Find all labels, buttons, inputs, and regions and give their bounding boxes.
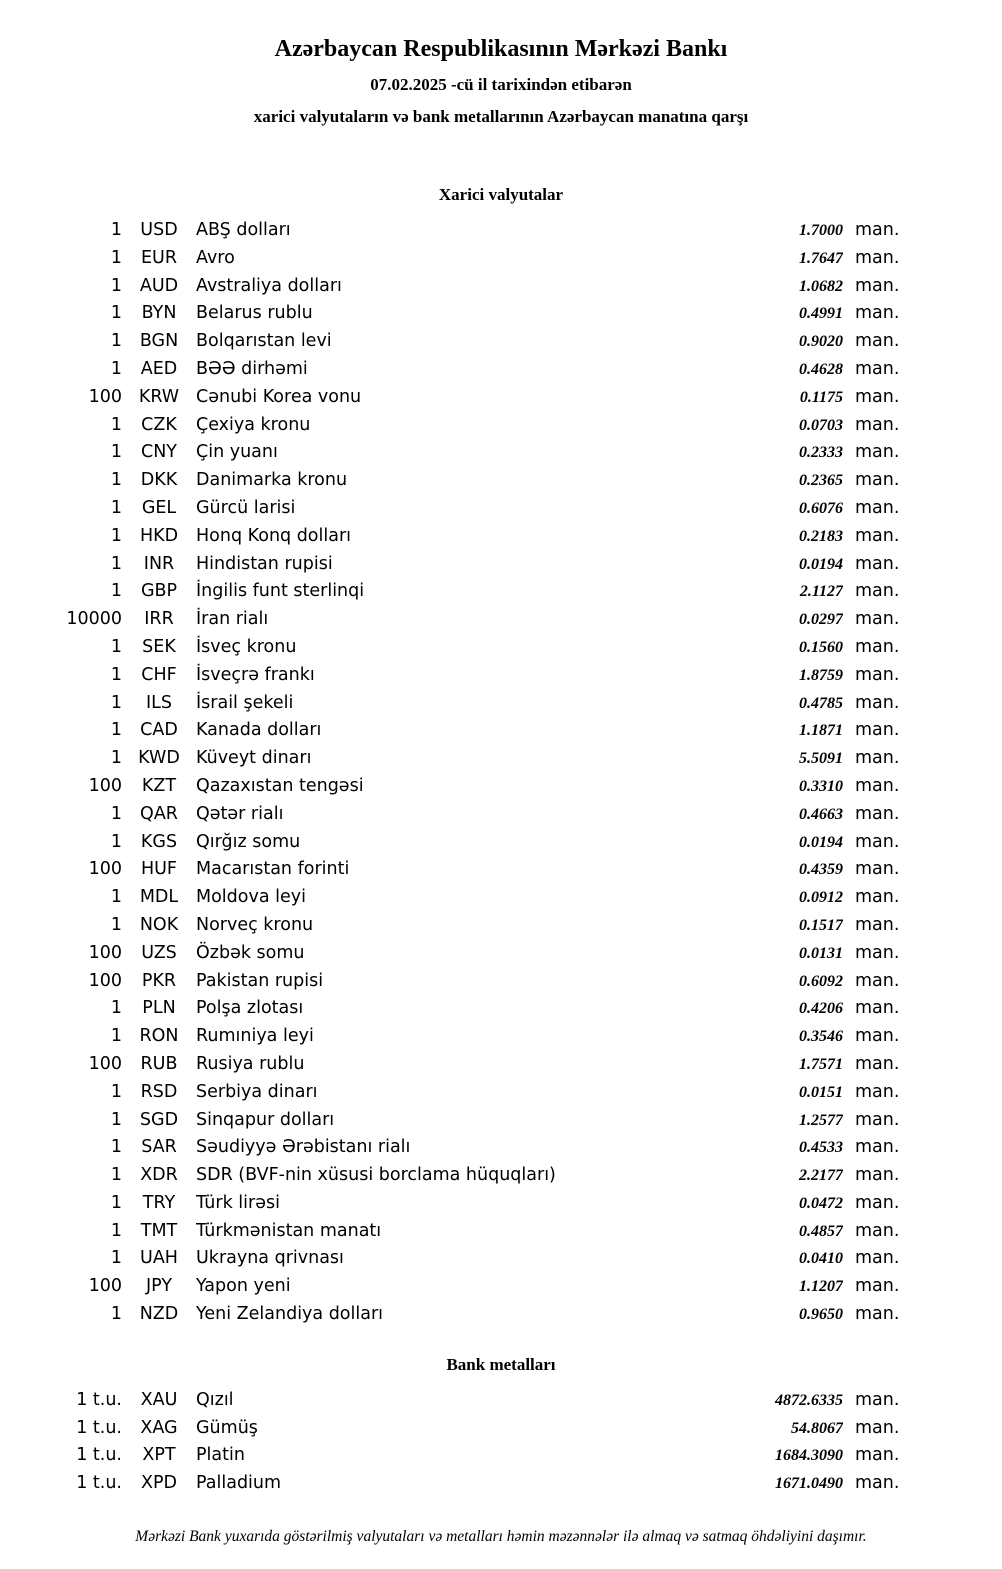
row-quantity: 1 — [110, 831, 122, 852]
rate-unit: man. — [855, 664, 900, 685]
rate-unit: man. — [855, 414, 900, 435]
row-quantity: 1 — [110, 442, 122, 463]
row-quantity: 1 — [110, 525, 122, 546]
currency-code: SAR — [141, 1137, 177, 1158]
currency-name: Cənubi Korea vonu — [196, 386, 362, 407]
rate-row-krw — [0, 384, 905, 412]
currency-name: Türkmənistan manatı — [196, 1220, 382, 1241]
rate-row-rub — [0, 1051, 905, 1079]
row-quantity: 100 — [88, 942, 122, 963]
currency-code: UAH — [140, 1248, 178, 1269]
rate-row-kzt — [0, 773, 905, 801]
rate-row-ron — [0, 1023, 905, 1051]
rate-unit: man. — [855, 636, 900, 657]
rate-row-mdl — [0, 884, 905, 912]
rate-unit: man. — [855, 1445, 900, 1466]
rate-unit: man. — [855, 247, 900, 268]
rate-row-huf — [0, 856, 905, 884]
currency-code: GBP — [140, 581, 178, 602]
rate-row-kwd — [0, 745, 905, 773]
row-quantity: 1 — [110, 220, 122, 240]
currency-name: Qırğız somu — [196, 831, 301, 852]
currency-code: XAG — [140, 1417, 178, 1438]
rate-row-sar — [0, 1134, 905, 1162]
rate-value: 2.1127 — [799, 583, 843, 601]
rate-value: 0.3546 — [799, 1028, 843, 1046]
rate-row-pln — [0, 995, 905, 1023]
rate-unit: man. — [855, 748, 900, 769]
rate-row-rsd — [0, 1079, 905, 1107]
rate-row-xdr — [0, 1162, 905, 1190]
rate-value: 0.1517 — [799, 916, 843, 934]
currency-name: Çexiya kronu — [196, 414, 311, 435]
rate-value: 1671.0490 — [775, 1475, 843, 1493]
rate-unit: man. — [855, 497, 900, 518]
currency-code: TMT — [140, 1220, 178, 1241]
rate-unit: man. — [855, 553, 900, 574]
rate-value: 0.0194 — [799, 833, 843, 851]
rate-row-dkk — [0, 467, 905, 495]
currency-name: Serbiya dinarı — [196, 1081, 318, 1102]
rate-value: 0.3310 — [799, 777, 843, 795]
rate-row-aud — [0, 273, 905, 301]
currency-code: XAU — [140, 1389, 178, 1410]
row-quantity: 10000 — [66, 609, 122, 630]
rate-unit: man. — [855, 803, 900, 824]
rate-unit: man. — [855, 220, 900, 240]
currency-code: AED — [140, 358, 178, 379]
currency-name: Özbək somu — [196, 942, 305, 963]
currency-name: İsrail şekeli — [196, 692, 294, 713]
row-quantity: 1 — [110, 1081, 122, 1102]
currency-code: NZD — [139, 1304, 179, 1325]
rate-row-czk — [0, 412, 905, 440]
rate-unit: man. — [855, 775, 900, 796]
rate-value: 0.0131 — [799, 944, 843, 962]
rate-unit: man. — [855, 1248, 900, 1269]
currency-code: HKD — [139, 525, 179, 546]
rate-value: 0.2365 — [799, 472, 843, 490]
currency-code: INR — [143, 553, 175, 574]
rate-value: 0.0472 — [799, 1194, 843, 1212]
currency-code: SGD — [139, 1109, 179, 1130]
row-quantity: 1 — [110, 497, 122, 518]
currency-name: Qazaxıstan tengəsi — [196, 775, 364, 796]
rate-value: 0.4359 — [799, 861, 843, 879]
currency-name: Türk lirəsi — [196, 1192, 280, 1213]
rate-value: 5.5091 — [799, 750, 843, 768]
row-quantity: 100 — [88, 386, 122, 407]
currency-name: Moldova leyi — [196, 887, 306, 908]
currency-code: RON — [139, 1026, 179, 1047]
rate-unit: man. — [855, 442, 900, 463]
rate-unit: man. — [855, 581, 900, 602]
currency-code: DKK — [140, 470, 178, 491]
rate-row-irr — [0, 606, 905, 634]
rate-value: 1.7000 — [799, 222, 843, 239]
row-quantity: 1 — [110, 1026, 122, 1047]
currencies-section — [0, 185, 1002, 1329]
currency-name: Avstraliya dolları — [196, 275, 342, 296]
rate-value: 0.1560 — [799, 638, 843, 656]
rate-row-qar — [0, 801, 905, 829]
row-quantity: 1 — [110, 914, 122, 935]
currency-name: İngilis funt sterlinqi — [196, 581, 365, 602]
currency-name: Ukrayna qrivnası — [196, 1248, 344, 1269]
rate-unit: man. — [855, 1304, 900, 1325]
row-quantity: 1 — [110, 414, 122, 435]
row-quantity: 1 — [110, 1304, 122, 1325]
row-quantity: 1 — [110, 636, 122, 657]
currency-name: Macarıstan forinti — [196, 859, 350, 880]
rate-value: 1.1871 — [799, 722, 843, 740]
row-quantity: 1 — [110, 1165, 122, 1186]
currency-code: USD — [140, 220, 178, 240]
rate-unit: man. — [855, 1192, 900, 1213]
rate-value: 1.1207 — [799, 1278, 843, 1296]
rate-unit: man. — [855, 1053, 900, 1074]
rate-row-uzs — [0, 940, 905, 968]
rate-unit: man. — [855, 720, 900, 741]
rate-unit: man. — [855, 1473, 900, 1494]
rate-row-nok — [0, 912, 905, 940]
header — [0, 36, 1002, 127]
currency-code: PKR — [141, 970, 177, 991]
rate-row-eur — [0, 245, 905, 273]
rate-row-sgd — [0, 1107, 905, 1135]
row-quantity: 100 — [88, 1276, 122, 1297]
currency-name: Hindistan rupisi — [196, 553, 333, 574]
rate-unit: man. — [855, 1389, 900, 1410]
currency-name: Küveyt dinarı — [196, 748, 312, 769]
rate-row-try — [0, 1190, 905, 1218]
rate-value: 0.2333 — [799, 444, 843, 462]
rate-value: 0.2183 — [799, 527, 843, 545]
currency-code: KGS — [140, 831, 178, 852]
rate-value: 0.1175 — [799, 388, 843, 406]
currency-name: Gümüş — [196, 1417, 258, 1438]
row-quantity: 1 — [110, 887, 122, 908]
rate-value: 1.2577 — [799, 1111, 843, 1129]
rate-unit: man. — [855, 970, 900, 991]
rate-row-gel — [0, 495, 905, 523]
row-quantity: 1 t.u. — [76, 1417, 122, 1438]
rate-row-xpd — [0, 1470, 905, 1498]
currency-code: HUF — [140, 859, 178, 880]
rate-value: 0.0912 — [799, 889, 843, 907]
rate-row-gbp — [0, 578, 905, 606]
rate-row-tmt — [0, 1218, 905, 1246]
currency-code: NOK — [139, 914, 179, 935]
rate-value: 0.0194 — [799, 555, 843, 573]
currency-code: SEK — [142, 636, 176, 657]
currency-code: BYN — [141, 303, 177, 324]
row-quantity: 1 — [110, 581, 122, 602]
rate-unit: man. — [855, 525, 900, 546]
currency-code: XDR — [140, 1165, 178, 1186]
rate-row-kgs — [0, 829, 905, 857]
currency-code: ILS — [145, 692, 173, 713]
rate-row-jpy — [0, 1273, 905, 1301]
row-quantity: 1 — [110, 692, 122, 713]
currency-code: MDL — [139, 887, 179, 908]
currency-code: QAR — [140, 803, 178, 824]
currency-name: Qətər rialı — [196, 803, 284, 824]
rate-unit: man. — [855, 914, 900, 935]
rate-value: 1.7571 — [799, 1055, 843, 1073]
currency-code: XPT — [142, 1445, 176, 1466]
currency-code: GEL — [141, 497, 177, 518]
rate-unit: man. — [855, 859, 900, 880]
currency-name: Avro — [196, 247, 235, 268]
row-quantity: 1 — [110, 998, 122, 1019]
rate-unit: man. — [855, 331, 900, 352]
row-quantity: 100 — [88, 859, 122, 880]
rate-value: 0.4785 — [799, 694, 843, 712]
rate-value: 0.0297 — [799, 611, 843, 629]
currency-name: Kanada dolları — [196, 720, 322, 741]
currency-name: ABŞ dolları — [196, 220, 291, 240]
rate-value: 0.9020 — [799, 333, 843, 351]
row-quantity: 1 — [110, 553, 122, 574]
currency-code: BGN — [139, 331, 179, 352]
currency-name: SDR (BVF-nin xüsusi borclama hüquqları) — [196, 1165, 556, 1186]
rate-value: 0.6092 — [799, 972, 843, 990]
rate-unit: man. — [855, 1220, 900, 1241]
rate-value: 1.7647 — [799, 249, 843, 267]
row-quantity: 1 t.u. — [76, 1445, 122, 1466]
row-quantity: 100 — [88, 970, 122, 991]
footer — [0, 1528, 1002, 1546]
row-quantity: 1 — [110, 1137, 122, 1158]
rate-row-hkd — [0, 523, 905, 551]
currency-name: Honq Konq dolları — [196, 525, 352, 546]
row-quantity: 1 — [110, 1248, 122, 1269]
currency-name: Yeni Zelandiya dolları — [196, 1304, 384, 1325]
currency-code: KRW — [138, 386, 180, 407]
rate-row-aed — [0, 356, 905, 384]
currency-code: CNY — [141, 442, 177, 463]
currency-name: Rumıniya leyi — [196, 1026, 314, 1047]
currency-name: Danimarka kronu — [196, 470, 348, 491]
rate-row-sek — [0, 634, 905, 662]
currency-code: CAD — [140, 720, 178, 741]
header-description: xarici valyutaların və bank metallarının Azərbaycan manatına qarşı — [253, 107, 749, 126]
currency-name: BƏƏ dirhəmi — [196, 358, 308, 379]
currency-name: Qızıl — [196, 1389, 234, 1410]
currency-name: Pakistan rupisi — [196, 970, 324, 991]
rate-row-byn — [0, 300, 905, 328]
rate-value: 0.4206 — [799, 1000, 843, 1018]
currency-code: EUR — [140, 247, 178, 268]
rate-value: 0.4991 — [799, 305, 843, 323]
rate-unit: man. — [855, 998, 900, 1019]
currency-name: Sinqapur dolları — [196, 1109, 335, 1130]
row-quantity: 1 — [110, 247, 122, 268]
rate-row-usd — [0, 217, 905, 245]
rate-row-xpt — [0, 1442, 905, 1470]
currency-name: Səudiyyə Ərəbistanı rialı — [196, 1137, 411, 1158]
disclaimer-text: Mərkəzi Bank yuxarıda göstərilmiş valyutaları və metalları həmin məzənnələr ilə almaq və satmaq öhdəliyini daşımır. — [135, 1528, 867, 1546]
rate-value: 1.8759 — [799, 666, 843, 684]
currencies-table — [0, 217, 1002, 1329]
rate-value: 0.9650 — [799, 1306, 843, 1324]
rate-unit: man. — [855, 1165, 900, 1186]
row-quantity: 1 — [110, 303, 122, 324]
currency-name: Belarus rublu — [196, 303, 313, 324]
rate-value: 4872.6335 — [775, 1391, 843, 1409]
rate-value: 0.0410 — [799, 1250, 843, 1268]
currency-name: Gürcü larisi — [196, 497, 296, 518]
currency-code: JPY — [145, 1276, 173, 1297]
currency-name: İsveçrə frankı — [196, 664, 315, 685]
currency-code: RSD — [140, 1081, 178, 1102]
row-quantity: 100 — [88, 775, 122, 796]
rate-value: 1684.3090 — [775, 1447, 843, 1465]
rate-row-cny — [0, 439, 905, 467]
rate-value: 0.0151 — [799, 1083, 843, 1101]
currency-name: İsveç kronu — [196, 636, 297, 657]
rate-unit: man. — [855, 887, 900, 908]
currency-name: Platin — [196, 1445, 245, 1466]
row-quantity: 1 t.u. — [76, 1473, 122, 1494]
currency-code: AUD — [139, 275, 179, 296]
rate-unit: man. — [855, 1417, 900, 1438]
currency-name: Palladium — [196, 1473, 282, 1494]
currency-name: Rusiya rublu — [196, 1053, 305, 1074]
rate-value: 0.4663 — [799, 805, 843, 823]
currency-code: KZT — [141, 775, 177, 796]
row-quantity: 100 — [88, 1053, 122, 1074]
rate-unit: man. — [855, 1081, 900, 1102]
rate-unit: man. — [855, 275, 900, 296]
rate-value: 1.0682 — [799, 277, 843, 295]
currencies-section-title: Xarici valyutalar — [438, 185, 564, 204]
rate-row-uah — [0, 1245, 905, 1273]
row-quantity: 1 — [110, 748, 122, 769]
row-quantity: 1 — [110, 331, 122, 352]
rate-unit: man. — [855, 692, 900, 713]
page-title: Azərbaycan Respublikasının Mərkəzi Bankı — [274, 36, 728, 62]
currency-name: Polşa zlotası — [196, 998, 304, 1019]
row-quantity: 1 — [110, 1192, 122, 1213]
rate-unit: man. — [855, 1137, 900, 1158]
currency-code: IRR — [144, 609, 174, 630]
currency-name: Çin yuanı — [196, 442, 278, 463]
metals-section-title: Bank metalları — [446, 1354, 556, 1374]
rate-value: 0.6076 — [799, 499, 843, 517]
rate-unit: man. — [855, 1109, 900, 1130]
rate-row-chf — [0, 662, 905, 690]
rate-value: 0.4533 — [799, 1139, 843, 1157]
rate-value: 0.4628 — [799, 360, 843, 378]
metals-section — [0, 1355, 1002, 1498]
currency-name: Bolqarıstan levi — [196, 331, 332, 352]
rate-unit: man. — [855, 303, 900, 324]
currency-code: UZS — [141, 942, 177, 963]
rate-value: 0.4857 — [799, 1222, 843, 1240]
rate-row-xag — [0, 1415, 905, 1443]
row-quantity: 1 — [110, 664, 122, 685]
currency-name: Yapon yeni — [196, 1276, 291, 1297]
rate-row-xau — [0, 1387, 905, 1415]
rate-unit: man. — [855, 609, 900, 630]
currency-name: Norveç kronu — [196, 914, 314, 935]
rate-row-inr — [0, 551, 905, 579]
currency-code: TRY — [142, 1192, 176, 1213]
rate-unit: man. — [855, 1276, 900, 1297]
row-quantity: 1 — [110, 1109, 122, 1130]
rate-unit: man. — [855, 831, 900, 852]
rate-value: 0.0703 — [799, 416, 843, 434]
rate-unit: man. — [855, 386, 900, 407]
row-quantity: 1 — [110, 470, 122, 491]
rate-unit: man. — [855, 358, 900, 379]
rate-row-pkr — [0, 968, 905, 996]
rate-row-ils — [0, 690, 905, 718]
currency-code: RUB — [140, 1053, 178, 1074]
rate-row-bgn — [0, 328, 905, 356]
row-quantity: 1 t.u. — [76, 1389, 122, 1410]
row-quantity: 1 — [110, 275, 122, 296]
row-quantity: 1 — [110, 1220, 122, 1241]
rate-unit: man. — [855, 470, 900, 491]
rate-unit: man. — [855, 1026, 900, 1047]
row-quantity: 1 — [110, 720, 122, 741]
currency-code: PLN — [142, 998, 176, 1019]
row-quantity: 1 — [110, 803, 122, 824]
rate-row-cad — [0, 717, 905, 745]
currency-code: CZK — [141, 414, 177, 435]
effective-date-line: 07.02.2025 -cü il tarixindən etibarən — [370, 75, 632, 94]
row-quantity: 1 — [110, 358, 122, 379]
currency-code: CHF — [141, 664, 177, 685]
rate-value: 54.8067 — [791, 1419, 843, 1437]
currency-name: İran rialı — [196, 609, 269, 630]
rate-value: 2.2177 — [799, 1167, 843, 1185]
currency-code: KWD — [138, 748, 180, 769]
currency-code: XPD — [140, 1473, 178, 1494]
metals-table — [0, 1387, 1002, 1498]
rate-row-nzd — [0, 1301, 905, 1329]
rate-unit: man. — [855, 942, 900, 963]
